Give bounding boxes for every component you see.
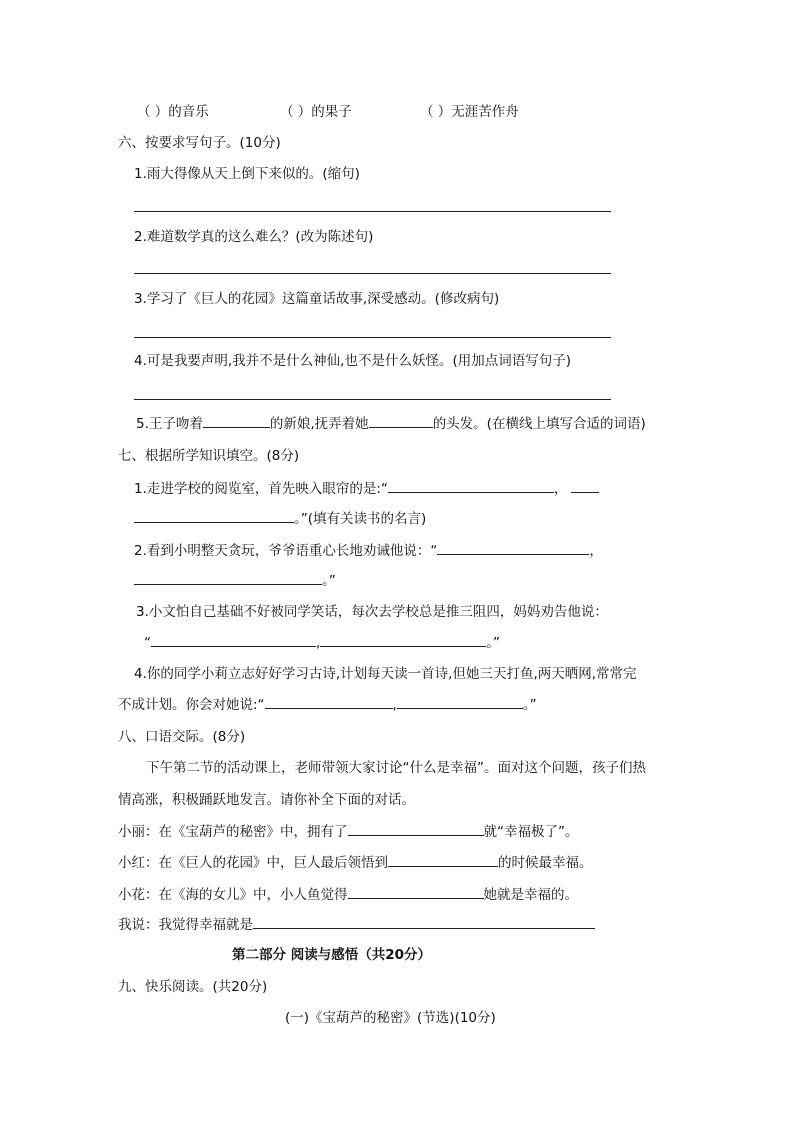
dialogue-text: 她就是幸福的。 [483,887,578,903]
reading-subtitle: (一)《宝葫芦的秘密》(节选)(10分) [285,1010,496,1026]
s6-q5-c: 的头发。(在横线上填写合适的词语) [432,416,646,432]
answer-line[interactable] [134,399,611,400]
dialogue-text: 小丽：在《宝葫芦的秘密》中，拥有了 [118,824,348,840]
s6-q2: 2.难道数学真的这么难么？(改为陈述句) [134,229,374,245]
s7-q3-line1: 3.小文怕自己基础不好被同学笑话，每次去学校总是推三阻四，妈妈劝告他说： [136,604,608,620]
dialogue-xiaohong [118,852,593,873]
section-6-title: 六、按要求写句子。(10分) [118,135,281,151]
blank-boat: （ ）无涯苦作舟 [420,104,519,120]
fill-blank[interactable] [320,632,486,647]
s6-q3: 3.学习了《巨人的花园》这篇童话故事,深受感动。(修改病句) [134,291,500,307]
fill-blank[interactable] [348,884,484,899]
blank-music: （ ）的音乐 [137,104,209,120]
s8-intro-line1: 下午第二节的活动课上，老师带领大家讨论“什么是幸福”。面对这个问题，孩子们热 [146,760,646,776]
s7-q1-text: 1.走进学校的阅览室，首先映入眼帘的是:“ [134,481,388,497]
s6-q5-b: 的新娘,抚弄着她 [269,416,369,432]
s6-q1: 1.雨大得像从天上倒下来似的。(缩句) [134,166,360,182]
s7-q4-text: 不成计划。你会对她说:“ [118,697,265,713]
s6-q5 [136,413,646,434]
s7-q4-line2 [118,694,537,715]
s6-q4: 4.可是我要声明,我并不是什么神仙,也不是什么妖怪。(用加点词语写句子) [134,353,571,369]
fill-blank[interactable] [265,694,393,709]
fill-blank[interactable] [388,478,554,493]
s7-q1-line2 [134,508,426,529]
section-8-title: 八、口语交际。(8分) [118,729,246,745]
s7-q2-end: 。” [322,573,336,589]
dialogue-text: 的时候最幸福。 [498,855,593,871]
dialogue-text: 小花：在《海的女儿》中，小人鱼觉得 [118,887,348,903]
s7-q2-line1 [134,540,603,561]
s7-q4-end: 。” [522,697,537,713]
dialogue-text: 我说：我觉得幸福就是 [118,917,253,933]
comma: , [316,635,321,651]
fill-blank[interactable] [369,413,433,428]
s7-q1-line1 [134,478,599,499]
s7-q2-line2 [134,570,336,591]
s7-q3-line2 [144,632,500,653]
s8-intro-line2: 情高涨，积极踊跃地发言。请你补全下面的对话。 [118,792,415,808]
fill-blank[interactable] [151,632,316,647]
fill-blank[interactable] [437,540,589,555]
fill-blank[interactable] [134,508,294,523]
section-9-title: 九、快乐阅读。(共20分) [118,979,268,995]
comma: ， [553,481,568,497]
fill-blank[interactable] [203,413,270,428]
comma: , [392,697,397,713]
dialogue-xiaoli [118,821,579,842]
dialogue-text: 就“幸福极了”。 [483,824,579,840]
fill-blank[interactable] [397,694,523,709]
comma: ， [589,543,603,559]
answer-line[interactable] [134,273,611,274]
s7-q2-text: 2.看到小明整天贪玩，爷爷语重心长地劝诫他说：“ [134,543,438,559]
s7-q4-line1: 4.你的同学小莉立志好好学习古诗,计划每天读一首诗,但她三天打鱼,两天晒网,常常完 [134,666,637,682]
fill-blank[interactable] [388,852,498,867]
dialogue-me [118,914,595,935]
answer-line[interactable] [134,337,611,338]
part-2-title: 第二部分 阅读与感悟（共20分） [232,947,431,963]
fill-blank[interactable] [571,478,599,493]
dialogue-xiaohua [118,884,578,905]
s6-q5-a: 5.王子吻着 [136,416,203,432]
fill-blank[interactable] [253,914,595,929]
dialogue-text: 小红：在《巨人的花园》中，巨人最后领悟到 [118,855,388,871]
s7-q1-end: 。”(填有关读书的名言) [294,511,427,527]
fill-blank[interactable] [134,570,322,585]
blank-fruit: （ ）的果子 [280,104,352,120]
fill-blank[interactable] [348,821,484,836]
answer-line[interactable] [134,211,611,212]
s7-q3-end: 。” [486,635,501,651]
open-quote: “ [144,635,151,651]
section-7-title: 七、根据所学知识填空。(8分) [118,448,300,464]
